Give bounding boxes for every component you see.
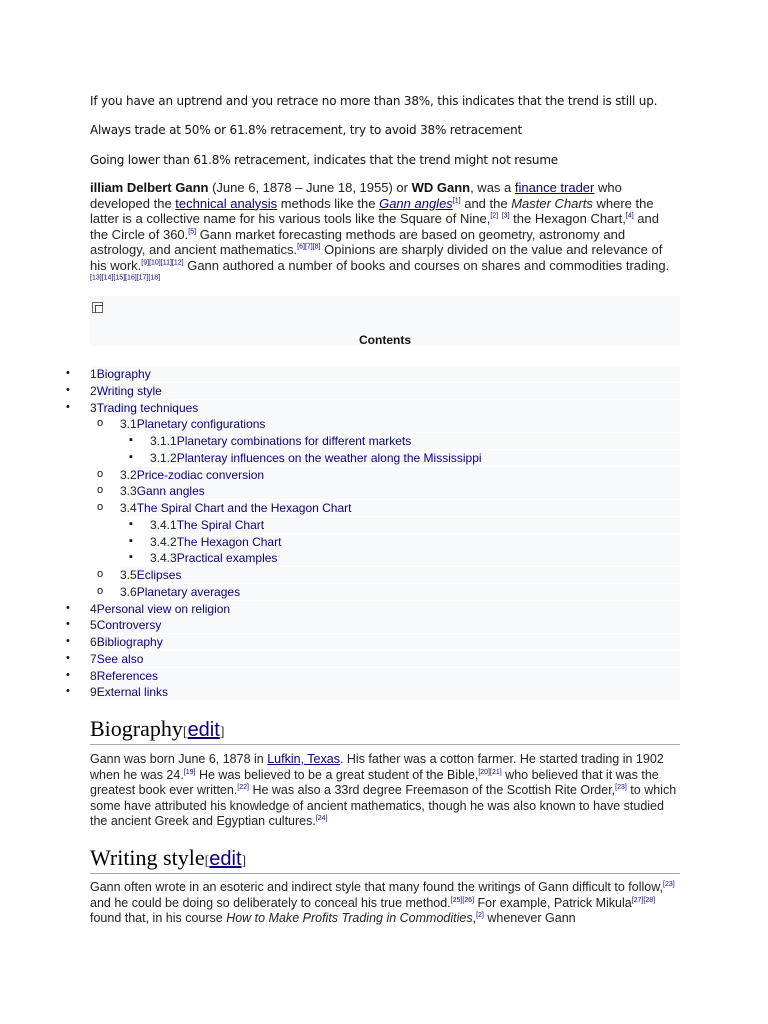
- toc-item[interactable]: [150, 433, 680, 449]
- toc-number: 3.3: [120, 484, 137, 499]
- citation-ref[interactable]: [19]: [183, 768, 196, 776]
- toc-link[interactable]: Biography: [96, 367, 151, 381]
- toc-number: 3.6: [120, 584, 137, 599]
- toc-number: 3: [90, 400, 97, 415]
- edit-link-biography[interactable]: edit: [187, 719, 220, 741]
- toc-item[interactable]: [90, 383, 680, 399]
- heading-writing-style: Writing style[edit]: [90, 845, 247, 870]
- toc-item[interactable]: [90, 366, 680, 382]
- toc-number: 6: [90, 635, 97, 649]
- toc-item[interactable]: [150, 534, 680, 550]
- citation-ref[interactable]: [2]: [490, 212, 499, 220]
- toc-item[interactable]: [90, 617, 680, 633]
- bullet-icon: •: [66, 383, 70, 396]
- toc-number: 1: [90, 367, 97, 381]
- bullet-icon: •: [66, 367, 70, 379]
- bullet-icon: o: [97, 484, 104, 497]
- toc-number: 3.1.2: [150, 450, 177, 465]
- citation-ref[interactable]: [9][10][11][12]: [141, 259, 184, 267]
- toc-link[interactable]: Controversy: [96, 618, 162, 633]
- bullet-icon: o: [97, 501, 104, 513]
- bullet-icon: •: [66, 635, 70, 647]
- bullet-icon: o: [97, 568, 104, 580]
- toc-link[interactable]: Planetary configurations: [136, 417, 266, 432]
- bullet-icon: o: [97, 467, 104, 480]
- toc-link[interactable]: Planteray influences on the weather along the Mississippi: [176, 450, 482, 465]
- toc-link[interactable]: References: [96, 668, 159, 683]
- toc-item[interactable]: [120, 467, 680, 483]
- bullet-icon: o: [97, 417, 104, 430]
- note-uptrend: If you have an uptrend and you retrace no more than 38%, this indicates that the trend is still up.: [90, 94, 658, 108]
- bullet-icon: •: [66, 685, 70, 698]
- link-gann-angles[interactable]: Gann angles: [379, 195, 453, 211]
- toc-item[interactable]: [90, 684, 680, 700]
- note-trade-retracement: Always trade at 50% or 61.8% retracement, try to avoid 38% retracement: [90, 123, 522, 137]
- toc-item[interactable]: [90, 668, 680, 684]
- toc-link[interactable]: Practical examples: [176, 551, 278, 566]
- toc-number: 3.1: [120, 417, 137, 432]
- edit-link-writing-style[interactable]: edit: [209, 848, 242, 870]
- bullet-icon: ▪: [129, 551, 133, 564]
- toc-item[interactable]: [90, 400, 680, 416]
- toc-number: 3.1.1: [150, 434, 177, 448]
- bullet-icon: •: [66, 618, 70, 631]
- citation-ref[interactable]: [3]: [501, 212, 510, 220]
- bullet-icon: •: [66, 601, 70, 614]
- bullet-icon: o: [97, 584, 104, 597]
- citation-ref[interactable]: [27][28]: [631, 896, 656, 904]
- toc-link[interactable]: Gann angles: [136, 484, 205, 499]
- toc-item[interactable]: [90, 634, 680, 650]
- link-finance-trader[interactable]: finance trader: [514, 180, 595, 195]
- citation-ref[interactable]: [23]: [663, 880, 675, 888]
- toc-number: 3.2: [120, 467, 137, 482]
- citation-ref[interactable]: [20][21]: [478, 768, 502, 776]
- bullet-icon: ▪: [129, 517, 133, 530]
- toc-link[interactable]: The Spiral Chart and the Hexagon Chart: [136, 501, 352, 515]
- toc-item[interactable]: [120, 483, 680, 499]
- subject-alias: WD Gann: [411, 180, 471, 195]
- toc-link[interactable]: The Hexagon Chart: [176, 534, 282, 549]
- citation-ref[interactable]: [5]: [188, 228, 197, 236]
- citation-ref[interactable]: [24]: [315, 814, 328, 822]
- subject-name: illiam Delbert Gann: [90, 180, 209, 195]
- toc-item[interactable]: [90, 601, 680, 617]
- toc-item[interactable]: [90, 651, 680, 667]
- toc-number: 3.4: [120, 501, 137, 515]
- toc-number: 3.5: [120, 568, 137, 582]
- toc-item[interactable]: [120, 567, 680, 583]
- toc-link[interactable]: Planetary averages: [136, 584, 241, 599]
- toc-item[interactable]: [120, 500, 680, 516]
- writing-style-paragraph: Gann often wrote in an esoteric and indirect style that many found the writings of Gann difficult to follow,[23] and he could be doing so deliberately to conceal his true method.[25][26] For example, Patrick Mikula[27][28] found that, in his course How to Make Profits Trading in Commodities,[2] whenever Gann: [90, 880, 675, 925]
- toc-link[interactable]: External links: [96, 685, 169, 700]
- toc-item[interactable]: [150, 450, 680, 466]
- toc-link[interactable]: Personal view on religion: [96, 601, 231, 616]
- citation-ref[interactable]: [4]: [625, 212, 634, 220]
- toc-number: 5: [90, 618, 97, 633]
- intro-paragraph: illiam Delbert Gann (June 6, 1878 – June 18, 1955) or WD Gann, was a finance trader who developed the technical analysis methods like the Gann angles[1] and the Master Charts where the latter is a collective name for his various tools like the Square of Nine,[2] [3] the Hexagon Chart,[4] and the Circle of 360.[5] Gann market forecasting methods are based on geometry, astronomy and astrology, and ancient mathematics.[6][7][8] Opinions are sharply divided on the value and relevance of his work.[9][10][11][12] Gann authored a number of books and courses on shares and commodities trading.[13][14][15][16][17][18]: [90, 180, 670, 282]
- citation-ref[interactable]: [13][14][15][16][17][18]: [90, 274, 161, 282]
- toc-title: Contents: [359, 333, 411, 347]
- toc-item[interactable]: [120, 416, 680, 432]
- bullet-icon: ▪: [129, 434, 133, 446]
- toc-link[interactable]: Trading techniques: [96, 400, 199, 415]
- toc-number: 3.4.3: [150, 551, 177, 566]
- toc-item[interactable]: [150, 550, 680, 566]
- citation-ref[interactable]: [25][26]: [450, 896, 475, 904]
- citation-ref[interactable]: [2]: [476, 911, 484, 919]
- toc-number: 8: [90, 668, 97, 683]
- heading-biography: Biography[edit]: [90, 716, 225, 741]
- toc-number: 3.4.1: [150, 517, 177, 532]
- toc-toggle-checkbox[interactable]: [92, 302, 103, 313]
- bullet-icon: •: [66, 400, 70, 413]
- citation-ref[interactable]: [1]: [452, 197, 461, 205]
- citation-ref[interactable]: [6][7][8]: [297, 243, 321, 251]
- toc-link[interactable]: The Spiral Chart: [176, 517, 265, 532]
- bullet-icon: •: [66, 668, 70, 681]
- toc-link[interactable]: Eclipses: [136, 568, 182, 582]
- toc-number: 9: [90, 685, 97, 700]
- toc-number: 4: [90, 601, 97, 616]
- toc-number: 7: [90, 651, 97, 666]
- biography-paragraph: Gann was born June 6, 1878 in Lufkin, Texas. His father was a cotton farmer. He started trading in 1902 when he was 24.[19] He was believed to be a great student of the Bible,[20][21] who believed that it was the greatest book ever written.[22] He was also a 33rd degree Freemason of the Scottish Rite Order,[23] to which some have attributed his knowledge of ancient mathematics, though he was also known to have studied the ancient Greek and Egyptian cultures.[24]: [90, 752, 677, 828]
- bullet-icon: ▪: [129, 450, 133, 463]
- note-lower-retracement: Going lower than 61.8% retracement, indicates that the trend might not resume: [90, 153, 558, 167]
- bullet-icon: ▪: [129, 534, 133, 547]
- section-divider: [90, 873, 680, 874]
- toc-link[interactable]: Writing style: [96, 383, 162, 398]
- toc-link[interactable]: Price-zodiac conversion: [136, 467, 265, 482]
- link-lufkin-texas[interactable]: Lufkin, Texas: [267, 752, 340, 766]
- citation-ref[interactable]: [22]: [237, 783, 249, 791]
- citation-ref[interactable]: [23]: [615, 783, 627, 791]
- section-divider: [90, 744, 680, 745]
- link-technical-analysis[interactable]: technical analysis: [175, 195, 278, 211]
- toc-link[interactable]: Bibliography: [96, 635, 163, 649]
- toc-link[interactable]: Planetary combinations for different markets: [176, 434, 412, 448]
- toc-number: 2: [90, 383, 97, 398]
- toc-number: 3.4.2: [150, 534, 177, 549]
- toc-item[interactable]: [150, 517, 680, 533]
- toc-link[interactable]: See also: [96, 651, 144, 666]
- toc-item[interactable]: [120, 584, 680, 600]
- bullet-icon: •: [66, 651, 70, 664]
